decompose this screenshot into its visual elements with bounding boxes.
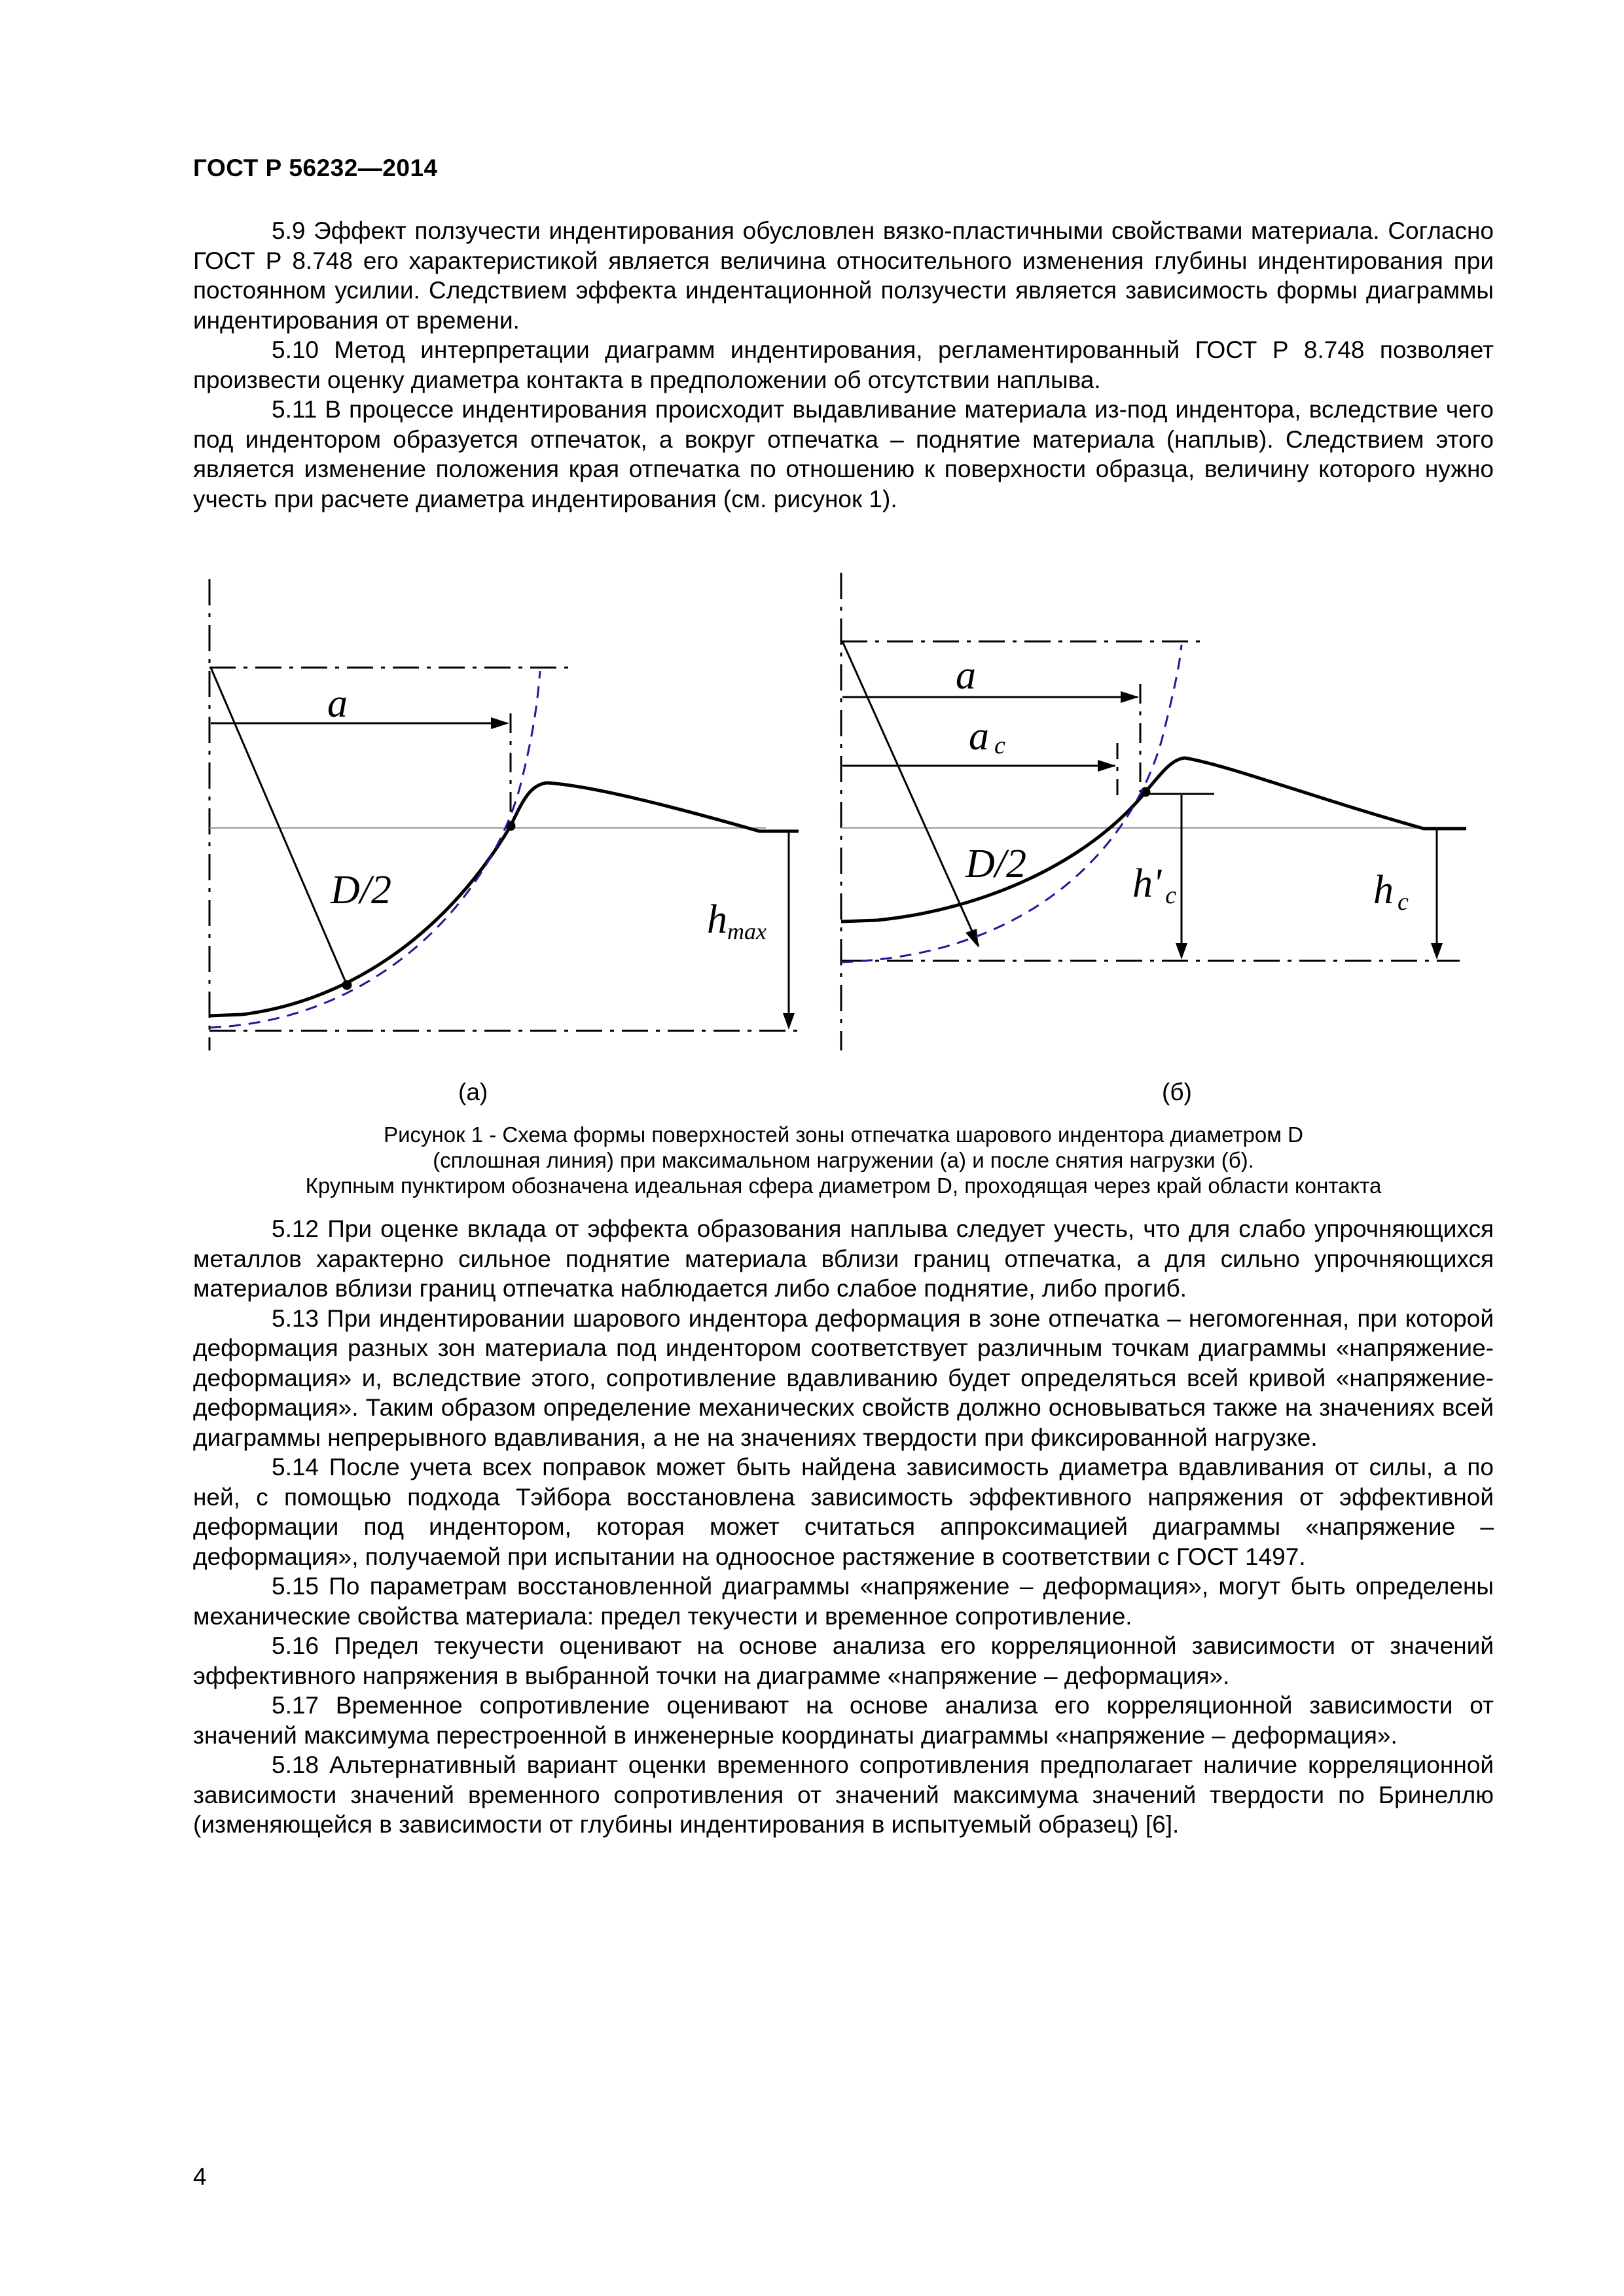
figure-label-a: (а): [458, 1079, 488, 1105]
label-ac: ac: [969, 714, 1005, 759]
caption-line-3: Крупным пунктиром обозначена идеальная сфера диаметром D, проходящая через край области контакта: [305, 1174, 1382, 1198]
paragraph-5-13: 5.13 При индентировании шарового индентора деформация в зоне отпечатка – негомогенная, при которой деформация разных зон материала под индентором соответствует различным точкам диаграммы «напряжение-деформация» и, вследствие этого, сопротивление вдавливанию будет определяться всей кривой «напряжение-деформация». Таким образом определение механических свойств должно основываться также на значениях всей диаграммы непрерывного вдавливания, а не на значениях твердости при фиксированной нагрузке.: [193, 1304, 1494, 1451]
paragraph-5-18: 5.18 Альтернативный вариант оценки временного сопротивления предполагает наличие корреляционной зависимости значений временного сопротивления от значений максимума значений твердости по Бринеллю (изменяющейся в зависимости от глубины индентирования в испытуемый образец) [6].: [193, 1751, 1494, 1838]
label-a-left: a: [327, 681, 348, 726]
paragraph-5-10: 5.10 Метод интерпретации диаграмм индентирования, регламентированный ГОСТ Р 8.748 позволяет произвести оценку диаметра контакта в предположении об отсутствии наплыва.: [193, 336, 1494, 393]
paragraph-5-16: 5.16 Предел текучести оценивают на основе анализа его корреляционной зависимости от значений эффективного напряжения в выбранной точки на диаграмме «напряжение – деформация».: [193, 1632, 1494, 1689]
figure-label-b: (б): [1162, 1079, 1192, 1105]
figure-1-diagram: [183, 569, 1479, 1080]
figure-caption: [193, 1122, 1494, 1198]
label-d2-right: D/2: [965, 842, 1026, 886]
figure-panel-a: [209, 579, 799, 1050]
label-hc: hc: [1373, 868, 1409, 916]
paragraph-5-11: 5.11 В процессе индентирования происходит выдавливание материала из-под индентора, вследствие чего под индентором образуется отпечаток, а вокруг отпечатка – поднятие материала (наплыв). Следствием этого является изменение положения края отпечатка по отношению к поверхности образца, величину которого нужно учесть при расчете диаметра индентирования (см. рисунок 1).: [193, 396, 1494, 512]
figure-panel-b: [841, 573, 1466, 1050]
paragraph-5-14: 5.14 После учета всех поправок может быть найдена зависимость диаметра вдавливания от силы, а по ней, с помощью подхода Тэйбора восстановлена зависимость эффективного напряжения от эффективной деформации под индентором, которая может считаться аппроксимацией диаграммы «напряжение – деформация», получаемой при испытании на одноосное растяжение в соответствии с ГОСТ 1497.: [193, 1454, 1494, 1570]
caption-line-2: (сплошная линия) при максимальном нагружении (а) и после снятия нагрузки (б).: [433, 1148, 1254, 1172]
paragraph-5-15: 5.15 По параметрам восстановленной диаграммы «напряжение – деформация», могут быть определены механические свойства материала: предел текучести и временное сопротивление.: [193, 1573, 1494, 1630]
document-header: ГОСТ Р 56232—2014: [193, 154, 438, 181]
text-block-top: [193, 216, 1494, 514]
caption-line-1: Рисунок 1 - Схема формы поверхностей зоны отпечатка шарового индентора диаметром D: [384, 1122, 1303, 1147]
text-block-bottom: [193, 1214, 1494, 1840]
label-d2-left: D/2: [331, 868, 391, 912]
paragraph-5-17: 5.17 Временное сопротивление оценивают на основе анализа его корреляционной зависимости от значений максимума перестроенной в инженерные координаты диаграммы «напряжение – деформация».: [193, 1692, 1494, 1749]
page-number: 4: [193, 2163, 207, 2190]
label-hmax: hmax: [707, 897, 767, 944]
label-a-right: a: [956, 653, 976, 698]
paragraph-5-12: 5.12 При оценке вклада от эффекта образования наплыва следует учесть, что для слабо упрочняющихся металлов характерно сильное поднятие материала вблизи границ отпечатка, а для сильно упрочняющихся материалов вблизи границ отпечатка наблюдается либо слабое поднятие, либо прогиб.: [193, 1215, 1494, 1302]
paragraph-5-9: 5.9 Эффект ползучести индентирования обусловлен вязко-пластичными свойствами материала. Согласно ГОСТ Р 8.748 его характеристикой является величина относительного изменения глубины индентирования при постоянном усилии. Следствием эффекта индентационной ползучести является зависимость формы диаграммы индентирования от времени.: [193, 217, 1494, 334]
label-hprime-c: h' c: [1132, 861, 1177, 909]
